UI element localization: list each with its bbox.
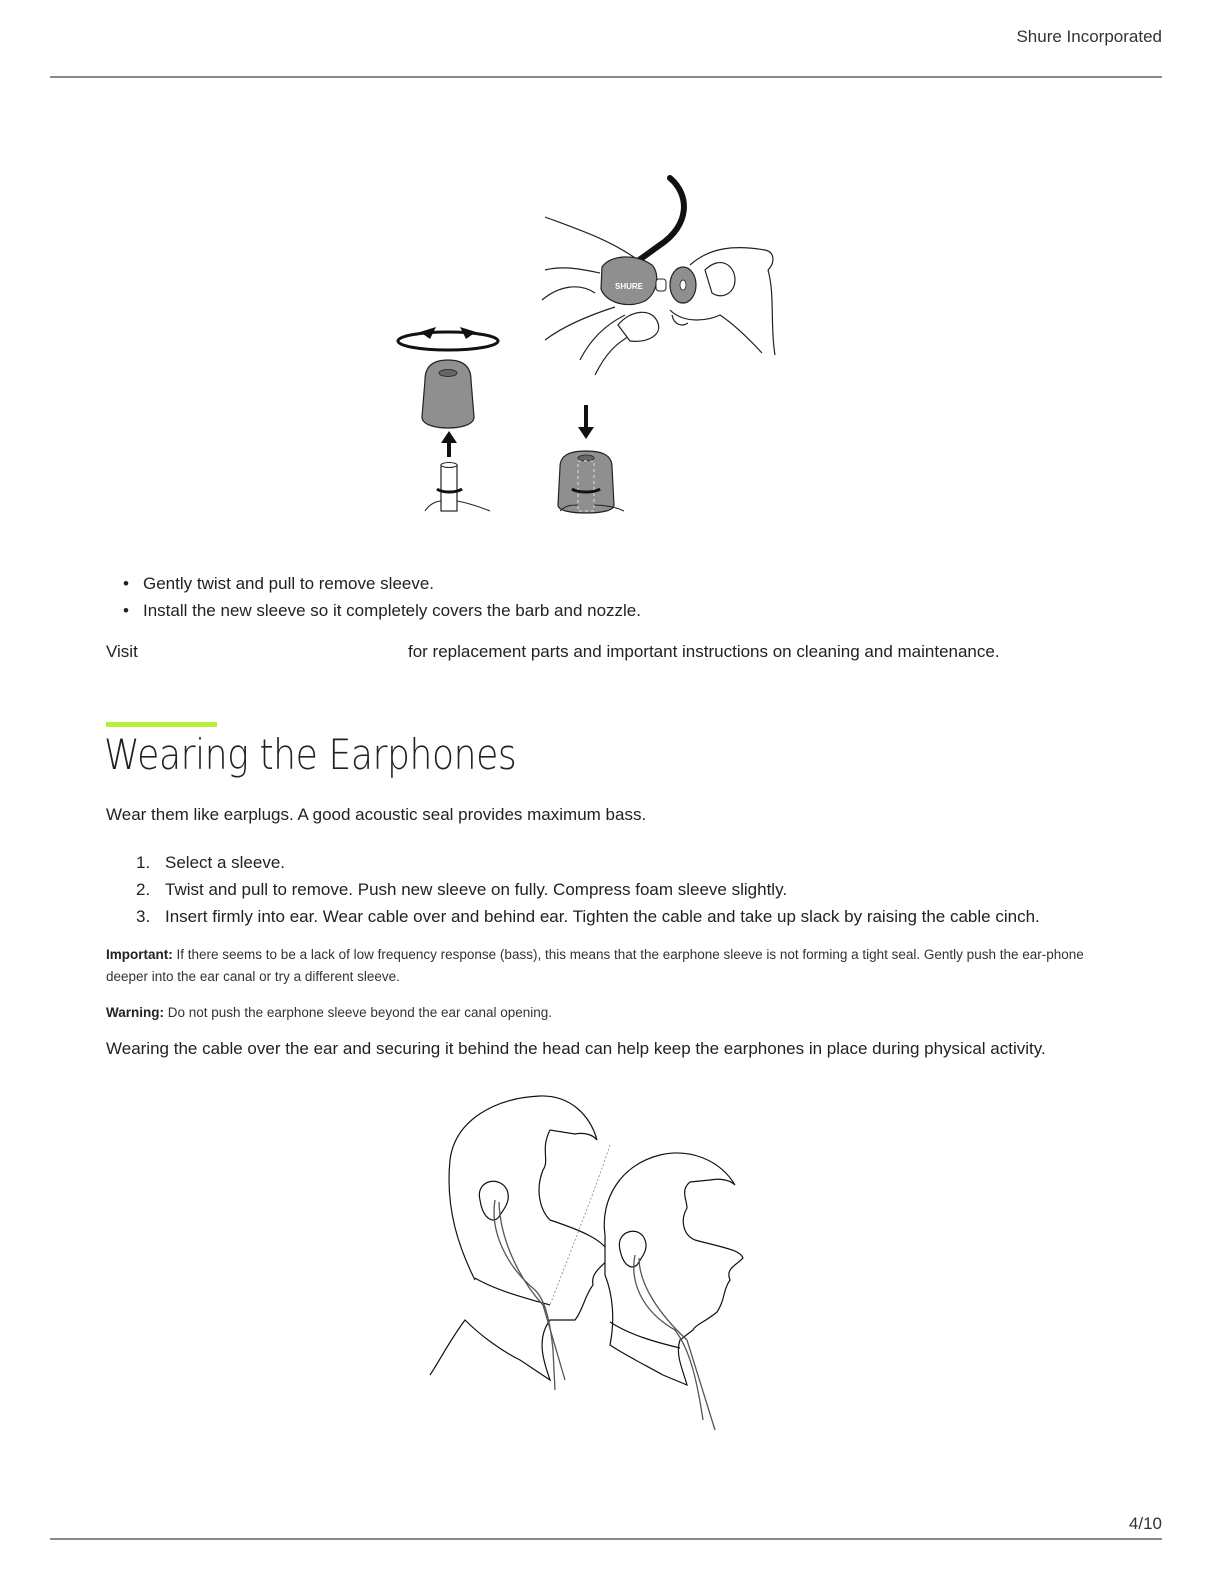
visit-suffix: for replacement parts and important instructions on cleaning and maintenance. (408, 642, 1000, 661)
step-number: 1. (136, 853, 151, 872)
list-item: • Install the new sleeve so it completely covers the barb and nozzle. (120, 597, 641, 624)
important-note (106, 944, 1106, 988)
warning-label: Warning: (106, 1005, 164, 1020)
warning-note (106, 1002, 1106, 1024)
step-text: Select a sleeve. (165, 853, 286, 872)
list-item: • Gently twist and pull to remove sleeve. (120, 570, 641, 597)
section-title: Wearing the Earphones (104, 730, 517, 779)
header-company-name: Shure Incorporated (1016, 27, 1162, 46)
sleeve-instructions-list (120, 570, 641, 624)
wearing-earphones-illustration (425, 1090, 755, 1435)
wearing-steps-list (136, 849, 1040, 930)
sleeve-replacement-illustration (390, 175, 790, 520)
section-intro: Wear them like earplugs. A good acoustic seal provides maximum bass. (106, 805, 647, 824)
warning-text: Do not push the earphone sleeve beyond the ear canal opening. (167, 1005, 553, 1020)
list-item (136, 876, 1040, 903)
step-number: 2. (136, 880, 151, 899)
closing-paragraph: Wearing the cable over the ear and securing it behind the head can help keep the earphones in place during physical activity. (106, 1039, 1046, 1058)
step-text: Twist and pull to remove. Push new sleeve on fully. Compress foam sleeve slightly. (165, 880, 788, 899)
step-text: Insert firmly into ear. Wear cable over and behind ear. Tighten the cable and take up slack by raising the cable cinch. (165, 907, 1040, 926)
header-divider (50, 76, 1162, 78)
step-number: 3. (136, 907, 151, 926)
page-number: 4/10 (1128, 1514, 1162, 1533)
important-label: Important: (106, 947, 173, 962)
footer-divider (50, 1538, 1162, 1540)
list-item (136, 849, 1040, 876)
visit-prefix: Visit (106, 642, 138, 661)
important-text: If there seems to be a lack of low frequency response (bass), this means that the earphone sleeve is not forming a tight seal. Gently push the ear-phone deeper into the ear canal or try a different sleeve. (106, 947, 1084, 984)
earphone-brand-mark: SHURE (615, 282, 644, 291)
section-accent-bar (106, 722, 217, 727)
list-item (136, 903, 1040, 930)
